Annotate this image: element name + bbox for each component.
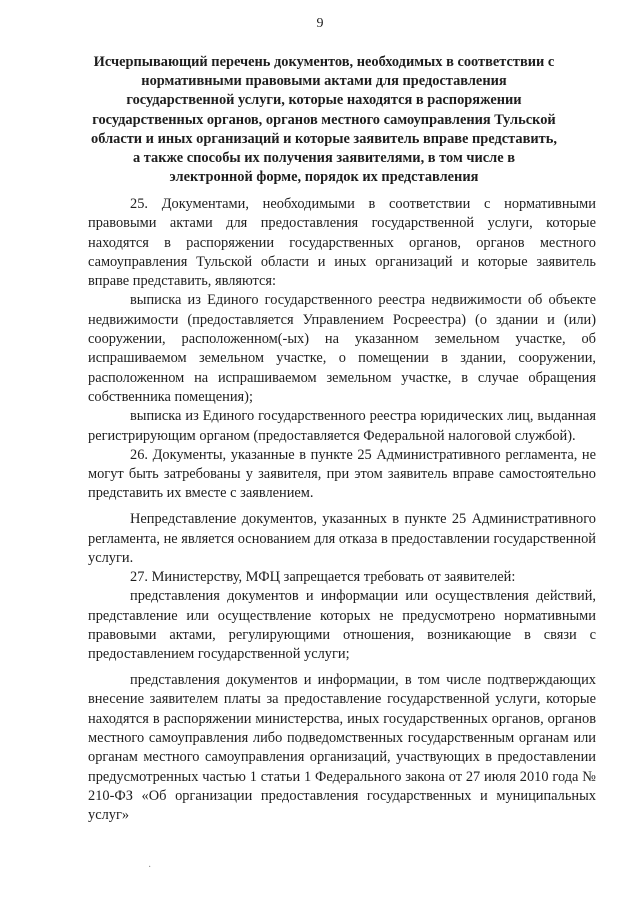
paragraph-25: 25. Документами, необходимыми в соответствии с нормативными правовыми актами для предоставления государственной услуги, которые находятся в распоряжении государственных органов, органов местного самоуправления Тульской области и иных организаций и которые заявитель вправе представить, являются: (88, 196, 596, 290)
paragraph-egrn-extract: выписка из Единого государственного реестра недвижимости об объекте недвижимости (предоставляется Управлением Росреестра) (о здании и (или) сооружении, расположенном(-ых) на указанном земельном участке, об испрашиваемом земельном участке, о помещении в здании, сооружении, расположенном на испрашиваемом земельном участке, в случае обращения собственника помещения); (88, 292, 596, 405)
scan-speck: · (148, 862, 152, 873)
paragraph-non-submission: Непредставление документов, указанных в пункте 25 Административного регламента, не является основанием для отказа в предоставлении государственной услуги. (88, 511, 596, 566)
paragraph-prohibition-2: представления документов и информации, в том числе подтверждающих внесение заявителем платы за предоставление государственной услуги, которые находятся в распоряжении министерства, иных государственных органов, органов местного самоуправления либо подведомственных государственным органам или органам местного самоуправления организаций, участвующих в предоставлении предусмотренных частью 1 статьи 1 Федерального закона от 27 июля 2010 года № 210-ФЗ «Об организации предоставления государственных и муниципальных услуг» (88, 672, 596, 824)
section-heading: Исчерпывающий перечень документов, необходимых в соответствии с нормативными правовыми актами для предоставления государственной услуги, которые находятся в распоряжении государственных органов, органов местного самоуправления Тульской области и иных организаций и которые заявитель вправе представить, а также способы их получения заявителями, в том числе в электронной форме, порядок их представления (91, 54, 557, 186)
paragraph-27: 27. Министерству, МФЦ запрещается требовать от заявителей: (130, 569, 516, 586)
document-body (88, 195, 596, 826)
paragraph-egrul-extract: выписка из Единого государственного реестра юридических лиц, выданная регистрирующим органом (предоставляется Федеральной налоговой службой). (88, 408, 596, 444)
page-number: 9 (316, 16, 324, 31)
paragraph-26: 26. Документы, указанные в пункте 25 Административного регламента, не могут быть затребованы у заявителя, при этом заявитель вправе самостоятельно представить их вместе с заявлением. (88, 446, 596, 502)
paragraph-prohibition-1: представления документов и информации или осуществления действий, представление или осуществление которых не предусмотрено нормативными правовыми актами, регулирующими отношения, возникающие в связи с предоставлением государственной услуги; (88, 588, 596, 663)
